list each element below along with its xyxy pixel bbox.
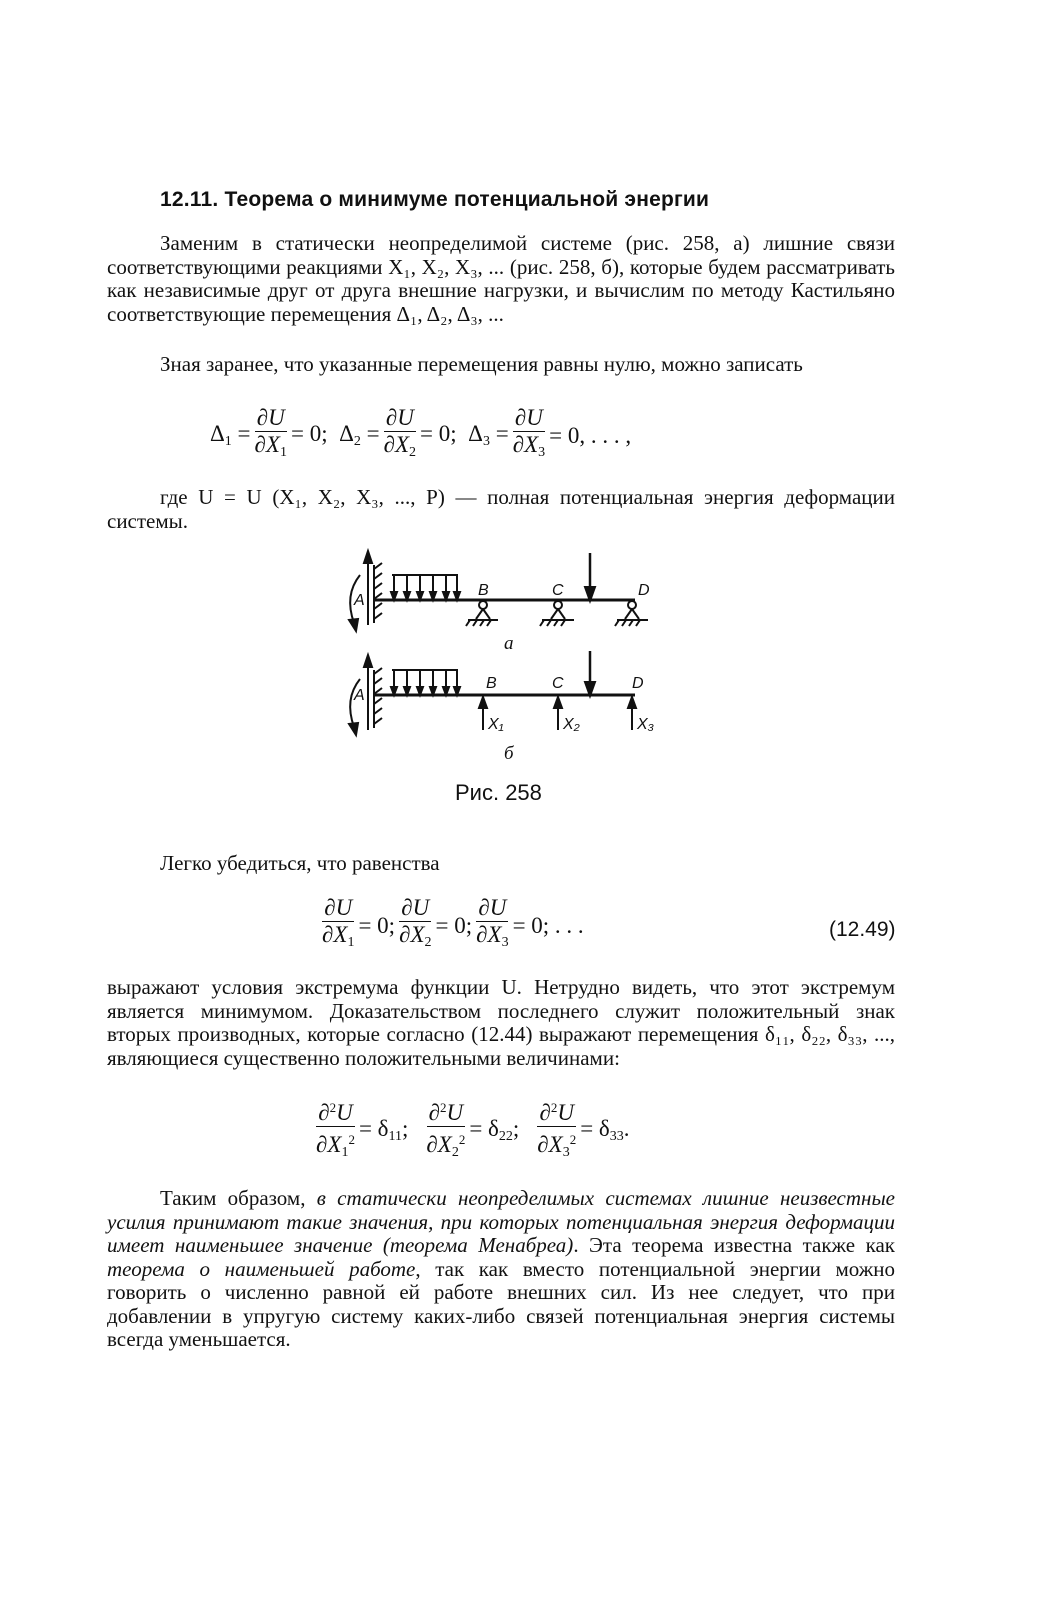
label-C-b: C bbox=[552, 675, 564, 692]
figure-258 bbox=[330, 545, 670, 775]
equation-number: (12.49) bbox=[829, 918, 896, 941]
paragraph-6-italic-1: в статически неопределимых системах лишние неизвестные усилия принимают такие значения, при которых потенциальная энергия деформации имеет наименьшее значение (теорема Менабреа) bbox=[107, 1186, 895, 1257]
paragraph-2 bbox=[107, 353, 895, 377]
paragraph-4-text: Легко убедиться, что равенства bbox=[160, 851, 440, 875]
label-D-a: D bbox=[638, 582, 650, 599]
diagram-a bbox=[349, 551, 648, 631]
figure-caption: Рис. 258 bbox=[455, 780, 542, 805]
label-diagram-b: б bbox=[504, 743, 514, 764]
label-X2: X₂ bbox=[563, 716, 580, 733]
paragraph-6-italic-2: теорема о наименьшей работе bbox=[107, 1256, 416, 1281]
paragraph-2-text: Зная заранее, что указанные перемещения равны нулю, можно записать bbox=[160, 352, 803, 376]
label-A-a: A bbox=[354, 592, 365, 609]
label-diagram-a: а bbox=[504, 633, 514, 654]
paragraph-6-normal-1: Таким образом, bbox=[160, 1186, 317, 1210]
section-title: 12.11. Теорема о минимуме потенциальной энергии bbox=[160, 188, 710, 211]
paragraph-3-text: где U = U (X₁, X₂, X₃, ..., P) — полная потенциальная энергия деформации системы. bbox=[107, 485, 895, 533]
label-B-b: B bbox=[486, 675, 497, 692]
label-X3: X₃ bbox=[637, 716, 655, 733]
paragraph-1 bbox=[107, 232, 895, 326]
equation-12-49: $\frac{\partial U}{\partial X_1}$ = 0; $\frac{\partial U}{\partial X_2}$ = 0; $\frac{\partial U}{\partial X_3}$ = 0; . . . bbox=[322, 895, 584, 950]
paragraph-1-text: Заменим в статически неопределимой системе (рис. 258, а) лишние связи соответствующими реакциями X₁, X₂, X₃, ... (рис. 258, б), которые будем рассматривать как независимые друг от друга внешние нагрузки, и вычислим по методу Кастильяно соответствующие перемещения Δ₁, Δ₂, Δ₃, ... bbox=[107, 231, 895, 326]
paragraph-6-normal-2: . Эта теорема известна также как bbox=[573, 1233, 895, 1257]
paragraph-6 bbox=[107, 1187, 895, 1352]
paragraph-3 bbox=[107, 486, 895, 533]
equation-second-derivatives: $\frac{\partial^2U}{\partial X_1^2}$ = $\delta_{11}$; $\frac{\partial^2U}{\partial X_2^2}$ = $\delta_{22}$; $\frac{\partial^2U}{\partial X_3^2}$ = $\delta_{33}$. bbox=[312, 1095, 630, 1166]
label-A-b: A bbox=[354, 687, 365, 704]
label-C-a: C bbox=[552, 582, 564, 599]
label-D-b: D bbox=[632, 675, 644, 692]
label-X1: X₁ bbox=[488, 716, 504, 733]
paragraph-5-text: выражают условия экстремума функции U. Нетрудно видеть, что этот экстремум является минимумом. Доказательством последнего служит положительный знак вторых производных, которые согласно (12.44) выражают перемещения δ₁₁, δ₂₂, δ₃₃, ..., являющиеся существенно положительными величинами: bbox=[107, 975, 895, 1070]
paragraph-6-normal-3: , так как вместо потенциальной энергии можно говорить о численно равной ей работе внешних сил. Из нее следует, что при добавлении в упругую систему каких-либо связей потенциальная энергия системы всегда уменьшается. bbox=[107, 1256, 895, 1351]
paragraph-5 bbox=[107, 976, 895, 1070]
label-B-a: B bbox=[478, 582, 489, 599]
equation-displacements: $\Delta_1$ = $\frac{\partial U}{\partial X_1}$ = 0; $\Delta_2$ = $\frac{\partial U}{\partial X_2}$ = 0; $\Delta_3$ = $\frac{\partial U}{\partial X_3}$ = 0, . . . , bbox=[210, 405, 632, 460]
paragraph-4 bbox=[107, 852, 895, 876]
